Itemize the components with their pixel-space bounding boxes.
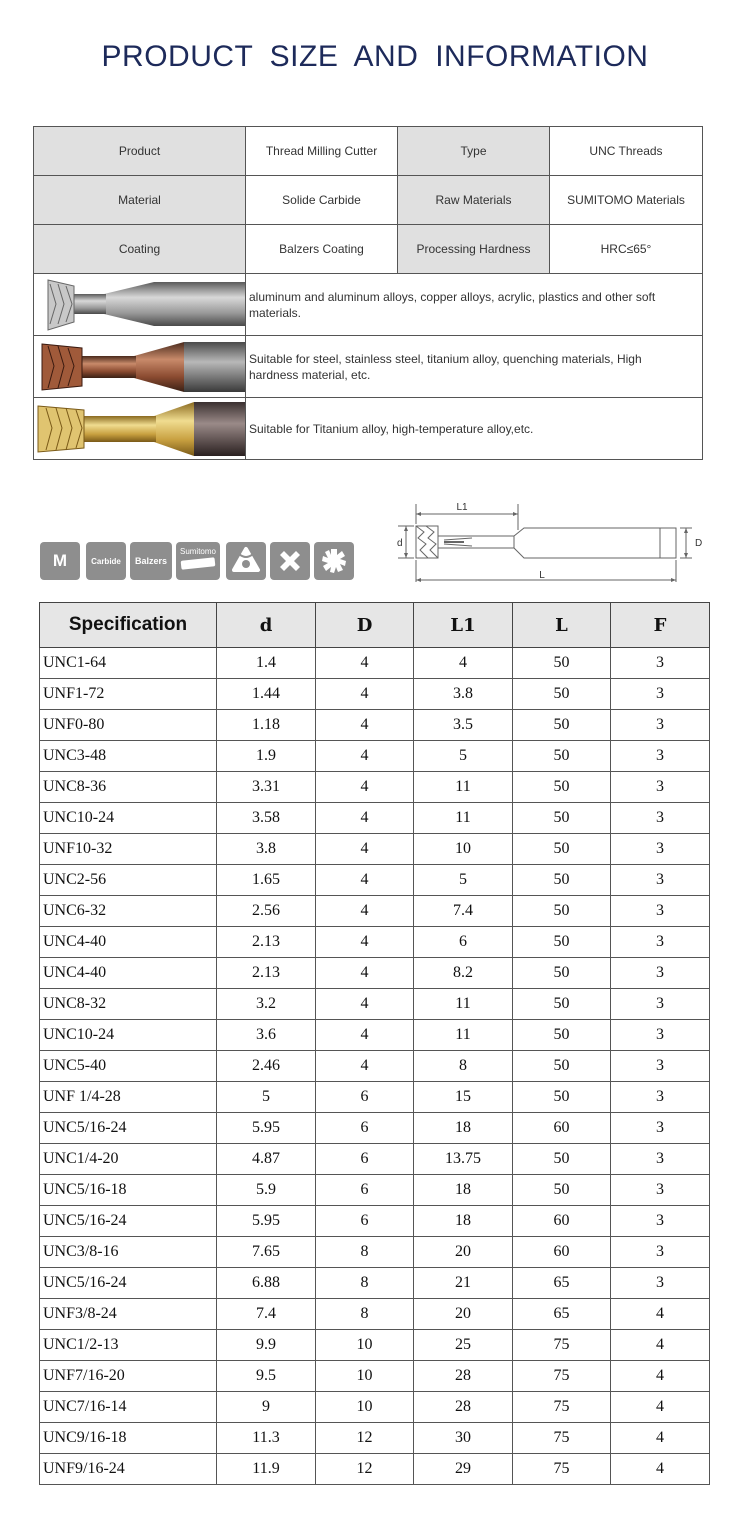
spec-value-cell: 21 — [414, 1268, 513, 1299]
spec-value-cell: 3 — [611, 679, 710, 710]
material-badge — [40, 542, 80, 580]
spec-value-cell: 4 — [316, 803, 414, 834]
spec-value-cell: 8 — [316, 1237, 414, 1268]
info-label: Material — [34, 176, 246, 225]
table-row — [40, 710, 710, 741]
spec-value-cell: 4 — [316, 1020, 414, 1051]
spec-value-cell: 20 — [414, 1237, 513, 1268]
info-value: HRC≤65° — [550, 225, 703, 274]
info-value: UNC Threads — [550, 127, 703, 176]
spec-name-cell: UNC5/16-18 — [40, 1175, 217, 1206]
spec-name-cell: UNC1/2-13 — [40, 1330, 217, 1361]
spec-value-cell: 2.56 — [217, 896, 316, 927]
spec-value-cell: 5.95 — [217, 1113, 316, 1144]
info-label: Processing Hardness — [398, 225, 550, 274]
spec-value-cell: 12 — [316, 1423, 414, 1454]
spec-value-cell: 4.87 — [217, 1144, 316, 1175]
spec-value-cell: 60 — [513, 1206, 611, 1237]
specification-table — [39, 602, 710, 1485]
spec-name-cell: UNC5/16-24 — [40, 1113, 217, 1144]
spec-name-cell: UNC4-40 — [40, 958, 217, 989]
table-row — [40, 803, 710, 834]
info-label: Raw Materials — [398, 176, 550, 225]
spec-value-cell: 2.13 — [217, 958, 316, 989]
info-row — [34, 127, 703, 176]
table-row — [40, 1454, 710, 1485]
info-label: Type — [398, 127, 550, 176]
spec-header: D — [316, 603, 414, 648]
spec-name-cell: UNC8-32 — [40, 989, 217, 1020]
spec-value-cell: 18 — [414, 1113, 513, 1144]
table-row — [40, 927, 710, 958]
spec-value-cell: 6 — [316, 1144, 414, 1175]
spec-value-cell: 3 — [611, 1020, 710, 1051]
spec-value-cell: 4 — [316, 1051, 414, 1082]
spec-value-cell: 6.88 — [217, 1268, 316, 1299]
spec-value-cell: 8 — [316, 1268, 414, 1299]
spec-value-cell: 2.13 — [217, 927, 316, 958]
spec-value-cell: 15 — [414, 1082, 513, 1113]
spec-value-cell: 3.6 — [217, 1020, 316, 1051]
spec-value-cell: 20 — [414, 1299, 513, 1330]
coating-description: Suitable for Titanium alloy, high-temperature alloy,etc. — [246, 398, 703, 460]
spec-value-cell: 5 — [414, 741, 513, 772]
spec-value-cell: 3.5 — [414, 710, 513, 741]
spec-name-cell: UNC10-24 — [40, 1020, 217, 1051]
product-info-table — [33, 126, 703, 460]
spec-value-cell: 65 — [513, 1299, 611, 1330]
spec-value-cell: 28 — [414, 1392, 513, 1423]
spec-value-cell: 3 — [611, 958, 710, 989]
spec-value-cell: 3 — [611, 1237, 710, 1268]
spec-value-cell: 11 — [414, 803, 513, 834]
table-row — [40, 648, 710, 679]
spec-value-cell: 4 — [316, 710, 414, 741]
spec-value-cell: 3 — [611, 927, 710, 958]
spec-value-cell: 8 — [414, 1051, 513, 1082]
page-title: PRODUCT SIZE AND INFORMATION — [101, 40, 649, 73]
spec-value-cell: 75 — [513, 1330, 611, 1361]
coating-row — [34, 398, 703, 460]
table-row — [40, 1268, 710, 1299]
spec-value-cell: 50 — [513, 865, 611, 896]
carbide-badge — [86, 542, 126, 580]
info-value: SUMITOMO Materials — [550, 176, 703, 225]
spec-value-cell: 3 — [611, 1175, 710, 1206]
spec-value-cell: 50 — [513, 958, 611, 989]
spec-value-cell: 11 — [414, 989, 513, 1020]
spec-value-cell: 50 — [513, 648, 611, 679]
balzers-badge — [130, 542, 172, 580]
spec-value-cell: 50 — [513, 679, 611, 710]
table-row — [40, 1206, 710, 1237]
spec-value-cell: 50 — [513, 803, 611, 834]
spec-value-cell: 12 — [316, 1454, 414, 1485]
info-row — [34, 176, 703, 225]
cutter-dimension-diagram — [394, 496, 706, 592]
spec-value-cell: 4 — [316, 834, 414, 865]
spec-value-cell: 8 — [316, 1299, 414, 1330]
spec-value-cell: 18 — [414, 1175, 513, 1206]
spec-value-cell: 29 — [414, 1454, 513, 1485]
spec-value-cell: 13.75 — [414, 1144, 513, 1175]
spec-name-cell: UNC5-40 — [40, 1051, 217, 1082]
spec-value-cell: 9.5 — [217, 1361, 316, 1392]
spec-header: Specification — [40, 603, 217, 648]
spec-value-cell: 4 — [611, 1361, 710, 1392]
spec-value-cell: 3 — [611, 1082, 710, 1113]
spec-name-cell: UNF3/8-24 — [40, 1299, 217, 1330]
spec-value-cell: 3 — [611, 1113, 710, 1144]
spec-value-cell: 9.9 — [217, 1330, 316, 1361]
spec-name-cell: UNF10-32 — [40, 834, 217, 865]
spec-header: F — [611, 603, 710, 648]
l1-label: L1 — [456, 502, 468, 513]
table-row — [40, 1175, 710, 1206]
spec-value-cell: 5.9 — [217, 1175, 316, 1206]
spec-name-cell: UNC4-40 — [40, 927, 217, 958]
table-row — [40, 1237, 710, 1268]
spec-value-cell: 10 — [316, 1330, 414, 1361]
spec-value-cell: 4 — [316, 865, 414, 896]
spec-value-cell: 7.4 — [217, 1299, 316, 1330]
spec-name-cell: UNF9/16-24 — [40, 1454, 217, 1485]
spec-value-cell: 50 — [513, 1051, 611, 1082]
spec-value-cell: 3.8 — [217, 834, 316, 865]
spec-value-cell: 11 — [414, 1020, 513, 1051]
spec-value-cell: 4 — [316, 772, 414, 803]
table-row — [40, 741, 710, 772]
spec-value-cell: 50 — [513, 1144, 611, 1175]
spec-value-cell: 75 — [513, 1454, 611, 1485]
spec-name-cell: UNC5/16-24 — [40, 1268, 217, 1299]
triangle-insert-icon — [226, 542, 266, 580]
spec-header: L — [513, 603, 611, 648]
info-label: Coating — [34, 225, 246, 274]
spec-value-cell: 1.4 — [217, 648, 316, 679]
spec-header-row — [40, 603, 710, 648]
spec-value-cell: 50 — [513, 927, 611, 958]
big-d-label: D — [695, 538, 703, 549]
gold-cutter-image — [34, 398, 246, 460]
spec-value-cell: 50 — [513, 741, 611, 772]
spec-value-cell: 4 — [316, 989, 414, 1020]
spec-value-cell: 10 — [316, 1361, 414, 1392]
spec-name-cell: UNC7/16-14 — [40, 1392, 217, 1423]
table-row — [40, 989, 710, 1020]
table-row — [40, 1392, 710, 1423]
spec-value-cell: 60 — [513, 1113, 611, 1144]
spec-value-cell: 3.31 — [217, 772, 316, 803]
coating-description: aluminum and aluminum alloys, copper alloys, acrylic, plastics and other soft materials. — [246, 274, 703, 336]
spec-value-cell: 25 — [414, 1330, 513, 1361]
badge-label: Balzers — [134, 556, 168, 566]
spec-value-cell: 4 — [316, 958, 414, 989]
sumitomo-bar-icon — [181, 557, 216, 570]
spec-value-cell: 3 — [611, 710, 710, 741]
spec-value-cell: 5.95 — [217, 1206, 316, 1237]
spec-value-cell: 1.65 — [217, 865, 316, 896]
spec-value-cell: 4 — [316, 896, 414, 927]
spec-value-cell: 3.8 — [414, 679, 513, 710]
spec-name-cell: UNC2-56 — [40, 865, 217, 896]
spec-value-cell: 6 — [316, 1113, 414, 1144]
spec-name-cell: UNC10-24 — [40, 803, 217, 834]
info-label: Product — [34, 127, 246, 176]
spec-value-cell: 50 — [513, 1020, 611, 1051]
table-row — [40, 1144, 710, 1175]
gear-insert-icon — [314, 542, 354, 580]
spec-value-cell: 4 — [316, 679, 414, 710]
info-value: Solide Carbide — [246, 176, 398, 225]
spec-value-cell: 5 — [217, 1082, 316, 1113]
cross-insert-icon — [270, 542, 310, 580]
spec-value-cell: 9 — [217, 1392, 316, 1423]
spec-name-cell: UNC5/16-24 — [40, 1206, 217, 1237]
spec-value-cell: 5 — [414, 865, 513, 896]
spec-value-cell: 65 — [513, 1268, 611, 1299]
spec-value-cell: 1.44 — [217, 679, 316, 710]
spec-value-cell: 75 — [513, 1361, 611, 1392]
spec-value-cell: 75 — [513, 1392, 611, 1423]
table-row — [40, 1299, 710, 1330]
table-row — [40, 679, 710, 710]
spec-value-cell: 10 — [316, 1392, 414, 1423]
spec-value-cell: 6 — [316, 1206, 414, 1237]
coating-row — [34, 336, 703, 398]
spec-name-cell: UNC6-32 — [40, 896, 217, 927]
spec-value-cell: 50 — [513, 1082, 611, 1113]
spec-name-cell: UNC3/8-16 — [40, 1237, 217, 1268]
spec-value-cell: 18 — [414, 1206, 513, 1237]
d-label: d — [397, 538, 403, 549]
spec-value-cell: 3.58 — [217, 803, 316, 834]
spec-value-cell: 1.9 — [217, 741, 316, 772]
spec-name-cell: UNC9/16-18 — [40, 1423, 217, 1454]
table-row — [40, 1020, 710, 1051]
spec-value-cell: 6 — [316, 1175, 414, 1206]
spec-value-cell: 50 — [513, 1175, 611, 1206]
spec-value-cell: 50 — [513, 834, 611, 865]
spec-value-cell: 3 — [611, 834, 710, 865]
spec-value-cell: 50 — [513, 896, 611, 927]
table-row — [40, 834, 710, 865]
spec-value-cell: 3 — [611, 1051, 710, 1082]
spec-name-cell: UNC8-36 — [40, 772, 217, 803]
spec-value-cell: 4 — [316, 927, 414, 958]
badge-label: Carbide — [91, 556, 121, 566]
spec-value-cell: 4 — [611, 1392, 710, 1423]
table-row — [40, 1051, 710, 1082]
spec-name-cell: UNC1-64 — [40, 648, 217, 679]
spec-value-cell: 2.46 — [217, 1051, 316, 1082]
coating-description: Suitable for steel, stainless steel, titanium alloy, quenching materials, High hardness material, etc. — [246, 336, 703, 398]
spec-value-cell: 3.2 — [217, 989, 316, 1020]
table-row — [40, 896, 710, 927]
spec-value-cell: 3 — [611, 1268, 710, 1299]
spec-value-cell: 60 — [513, 1237, 611, 1268]
spec-name-cell: UNC1/4-20 — [40, 1144, 217, 1175]
spec-body — [40, 648, 710, 1485]
badge-label: Sumitomo — [179, 546, 216, 556]
table-row — [40, 1330, 710, 1361]
spec-header: d — [217, 603, 316, 648]
info-row — [34, 225, 703, 274]
spec-value-cell: 4 — [611, 1299, 710, 1330]
spec-value-cell: 28 — [414, 1361, 513, 1392]
spec-value-cell: 4 — [316, 648, 414, 679]
spec-value-cell: 11 — [414, 772, 513, 803]
spec-name-cell: UNF1-72 — [40, 679, 217, 710]
spec-name-cell: UNF 1/4-28 — [40, 1082, 217, 1113]
spec-value-cell: 3 — [611, 803, 710, 834]
coating-row — [34, 274, 703, 336]
sumitomo-badge — [176, 542, 220, 580]
l-label: L — [539, 570, 545, 581]
spec-value-cell: 50 — [513, 710, 611, 741]
spec-value-cell: 3 — [611, 1144, 710, 1175]
spec-value-cell: 50 — [513, 772, 611, 803]
table-row — [40, 1361, 710, 1392]
spec-value-cell: 3 — [611, 1206, 710, 1237]
table-row — [40, 1113, 710, 1144]
table-row — [40, 958, 710, 989]
table-row — [40, 1423, 710, 1454]
spec-value-cell: 3 — [611, 741, 710, 772]
info-value: Balzers Coating — [246, 225, 398, 274]
table-row — [40, 772, 710, 803]
spec-value-cell: 4 — [611, 1423, 710, 1454]
table-row — [40, 1082, 710, 1113]
spec-value-cell: 3 — [611, 772, 710, 803]
spec-name-cell: UNF0-80 — [40, 710, 217, 741]
spec-value-cell: 3 — [611, 865, 710, 896]
spec-value-cell: 7.65 — [217, 1237, 316, 1268]
table-row — [40, 865, 710, 896]
spec-value-cell: 6 — [316, 1082, 414, 1113]
spec-value-cell: 3 — [611, 896, 710, 927]
spec-value-cell: 8.2 — [414, 958, 513, 989]
silver-cutter-image — [34, 274, 246, 336]
spec-value-cell: 10 — [414, 834, 513, 865]
spec-value-cell: 4 — [414, 648, 513, 679]
spec-value-cell: 3 — [611, 648, 710, 679]
spec-value-cell: 50 — [513, 989, 611, 1020]
info-value: Thread Milling Cutter — [246, 127, 398, 176]
spec-name-cell: UNF7/16-20 — [40, 1361, 217, 1392]
spec-value-cell: 75 — [513, 1423, 611, 1454]
spec-value-cell: 4 — [611, 1330, 710, 1361]
spec-value-cell: 11.3 — [217, 1423, 316, 1454]
spec-value-cell: 4 — [316, 741, 414, 772]
spec-value-cell: 7.4 — [414, 896, 513, 927]
badge-label: M — [52, 551, 68, 570]
spec-name-cell: UNC3-48 — [40, 741, 217, 772]
spec-value-cell: 3 — [611, 989, 710, 1020]
spec-value-cell: 4 — [611, 1454, 710, 1485]
spec-header: L1 — [414, 603, 513, 648]
spec-value-cell: 6 — [414, 927, 513, 958]
spec-value-cell: 30 — [414, 1423, 513, 1454]
spec-value-cell: 1.18 — [217, 710, 316, 741]
bronze-cutter-image — [34, 336, 246, 398]
spec-value-cell: 11.9 — [217, 1454, 316, 1485]
